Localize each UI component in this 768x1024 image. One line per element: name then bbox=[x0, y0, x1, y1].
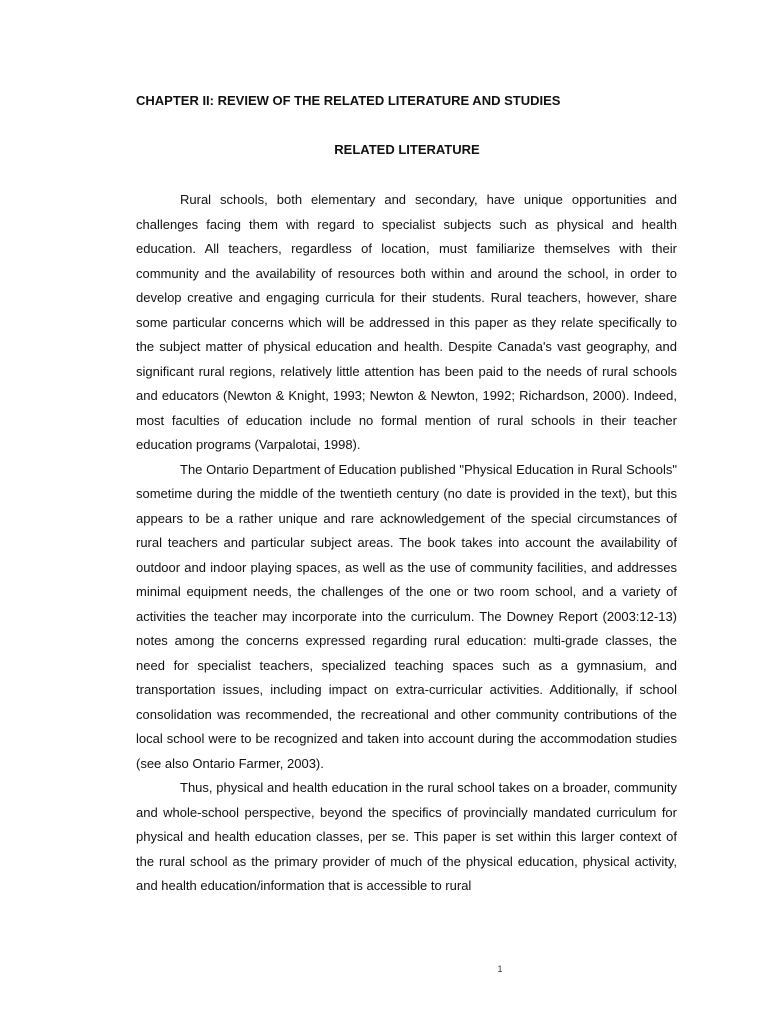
paragraph: Thus, physical and health education in the rural school takes on a broader, community and whole-school perspective, beyond the specifics of provincially mandated curriculum for physical and health education classes, per se. This paper is set within this larger context of the rural school as the primary provider of much of the physical education, physical activity, and health education/information that is accessible to rural bbox=[136, 780, 677, 893]
paragraph: Rural schools, both elementary and secondary, have unique opportunities and challenges facing them with regard to specialist subjects such as physical and health education. All teachers, regardless of location, must familiarize themselves with their community and the availability of resources both within and around the school, in order to develop creative and engaging curricula for their students. Rural teachers, however, share some particular concerns which will be addressed in this paper as they relate specifically to the subject matter of physical education and health. Despite Canada's vast geography, and significant rural regions, relatively little attention has been paid to the needs of rural schools and educators (Newton & Knight, 1993; Newton & Newton, 1992; Richardson, 2000). Indeed, most faculties of education include no formal mention of rural schools in their teacher education programs (Varpalotai, 1998). bbox=[136, 192, 677, 452]
chapter-heading: CHAPTER II: REVIEW OF THE RELATED LITERATURE AND STUDIES bbox=[136, 93, 561, 108]
section-heading: RELATED LITERATURE bbox=[334, 142, 480, 157]
page-number: 1 bbox=[497, 964, 503, 974]
paragraph: The Ontario Department of Education published "Physical Education in Rural Schools" sometime during the middle of the twentieth century (no date is provided in the text), but this appears to be a rather unique and rare acknowledgement of the special circumstances of rural teachers and particular subject areas. The book takes into account the availability of outdoor and indoor playing spaces, as well as the use of community facilities, and addresses minimal equipment needs, the challenges of the one or two room school, and a variety of activities the teacher may incorporate into the curriculum. The Downey Report (2003:12-13) notes among the concerns expressed regarding rural education: multi-grade classes, the need for specialist teachers, specialized teaching spaces such as a gymnasium, and transportation issues, including impact on extra-curricular activities. Additionally, if school consolidation was recommended, the recreational and other community contributions of the local school were to be recognized and taken into account during the accommodation studies (see also Ontario Farmer, 2003). bbox=[136, 461, 677, 771]
body-text bbox=[136, 188, 677, 899]
